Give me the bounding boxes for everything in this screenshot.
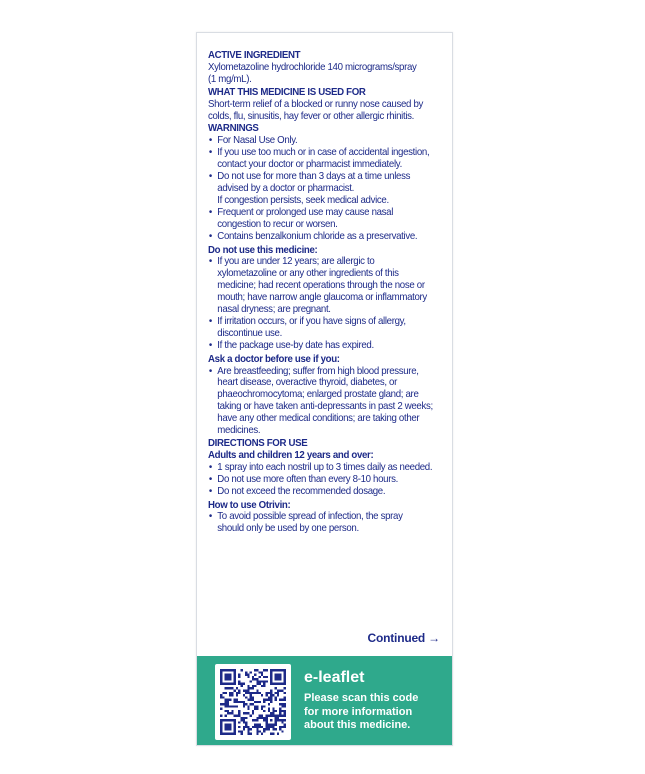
list-item-line: • Do not use for more than 3 days at a time unless [217,171,411,183]
eleaflet-panel [197,656,452,745]
do-not-use-heading: Do not use this medicine: [208,244,318,256]
used-for-heading: WHAT THIS MEDICINE IS USED FOR [208,86,366,98]
leaflet-panel [196,32,453,746]
eleaflet-line: about this medicine. [304,719,411,731]
list-item [208,256,444,316]
list-item-line: • If you use too much or in case of accidental ingestion, [217,147,430,159]
warnings-list [208,135,444,242]
list-item [208,511,444,535]
list-item-line: discontinue use. [217,327,282,339]
list-item-line: nasal dryness; are pregnant. [217,304,331,316]
how-to-use-heading: How to use Otrivin: [208,499,291,511]
directions-subheading: Adults and children 12 years and over: [208,449,374,461]
list-item-line: advised by a doctor or pharmacist. [217,182,354,194]
list-item [208,462,444,474]
active-ingredient-text [208,62,444,86]
list-item-line: heart disease, overactive thyroid, diabetes, or [217,377,397,389]
list-item-line: • To avoid possible spread of infection, the spray [217,511,403,523]
eleaflet-line: for more information [304,705,413,718]
list-item [208,366,444,437]
list-item-line: • Are breastfeeding; suffer from high blood pressure, [217,365,419,377]
list-item [208,486,444,498]
directions-heading: DIRECTIONS FOR USE [208,438,308,449]
list-item [208,474,444,486]
active-ingredient-line: Xylometazoline hydrochloride 140 micrograms/spray [208,61,417,73]
do-not-use-list [208,256,444,351]
used-for-text [208,99,444,123]
list-item [208,231,444,243]
list-item-line: • Frequent or prolonged use may cause nasal [217,206,394,218]
list-item-line: medicine; had recent operations through the nose or [217,280,425,292]
list-item [208,340,444,352]
list-item-line: phaeochromocytoma; enlarged prostate gland; are [217,389,419,401]
list-item-line: taking or have taken anti-depressants in past 2 weeks; [217,401,433,413]
list-item-line: • Do not use more often than every 8-10 hours. [217,473,398,485]
list-item-line: • For Nasal Use Only. [217,135,298,147]
list-item-line: • Contains benzalkonium chloride as a preservative. [217,230,418,242]
eleaflet-title: e-leaflet [304,669,365,686]
warnings-heading: WARNINGS [208,123,259,135]
list-item-line: • If you are under 12 years; are allergic to [217,256,375,268]
eleaflet-text [304,692,449,733]
list-item-line: • Do not exceed the recommended dosage. [217,485,386,497]
list-item [208,316,444,340]
directions-list [208,462,444,498]
active-ingredient-heading: ACTIVE INGREDIENT [208,50,301,61]
list-item-line: congestion to recur or worsen. [217,218,338,230]
list-item-line: • If irritation occurs, or if you have signs of allergy, [217,315,406,327]
list-item [208,147,444,171]
used-for-line: colds, flu, sinusitis, hay fever or other allergic rhinitis. [208,110,415,122]
list-item [208,135,444,147]
eleaflet-line: Please scan this code [304,692,419,704]
how-to-use-list [208,511,444,535]
list-item-line: • 1 spray into each nostril up to 3 times daily as needed. [217,461,433,473]
qr-code[interactable] [215,664,291,740]
list-item-line: contact your doctor or pharmacist immediately. [217,159,402,171]
list-item-line: should only be used by one person. [217,523,359,535]
leaflet-content [208,49,444,535]
list-item-line: medicines. [217,425,261,437]
list-item-line: • If the package use-by date has expired. [217,339,374,351]
list-item-line: have any other medical conditions; are taking other [217,413,420,425]
list-item [208,207,444,231]
list-item [208,171,444,207]
qr-code-icon [220,669,286,735]
used-for-line: Short-term relief of a blocked or runny nose caused by [208,98,424,110]
ask-doctor-heading: Ask a doctor before use if you: [208,353,340,365]
list-item-line: mouth; have narrow angle glaucoma or inflammatory [217,292,427,304]
list-item-line: xylometazoline or any other ingredients of this [217,268,399,280]
list-item-line: If congestion persists, seek medical advice. [217,194,389,206]
ask-doctor-list [208,366,444,437]
active-ingredient-line: (1 mg/mL). [208,73,252,85]
continued-label: Continued → [367,631,440,645]
